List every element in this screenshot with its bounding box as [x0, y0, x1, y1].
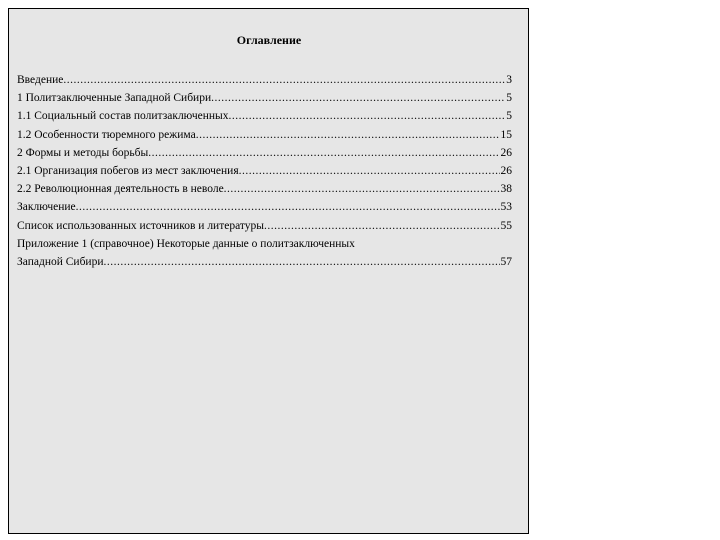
toc-leader-dots [211, 89, 505, 107]
toc-leader-dots [239, 162, 500, 180]
toc-entry [17, 198, 512, 216]
toc-entry-text: 2.1 Организация побегов из мест заключения [17, 164, 239, 177]
toc-entry [17, 217, 512, 235]
toc-appendix-text-cont: Западной Сибири [17, 255, 104, 268]
toc-entry [17, 162, 512, 180]
toc-leader-dots [76, 198, 500, 216]
toc-leader-dots [224, 180, 500, 198]
toc-appendix-line2 [17, 253, 512, 271]
toc-entry [17, 107, 512, 125]
toc-entry-page: 26 [500, 146, 512, 159]
toc-entry-page: 53 [500, 201, 512, 214]
toc-entry-text: Список использованных источников и литературы [17, 219, 265, 232]
toc-entry-text: 1.2 Особенности тюремного режима [17, 128, 196, 141]
toc-leader-dots [148, 144, 499, 162]
document-page [8, 8, 529, 534]
toc-appendix-text: Приложение 1 (справочное) Некоторые данные о политзаключенных [17, 237, 355, 250]
toc-entry-page: 26 [500, 164, 512, 177]
toc-entry-text: Заключение [17, 201, 76, 214]
toc-entry [17, 126, 512, 144]
toc-appendix-line1 [17, 235, 512, 253]
toc-leader-dots [63, 71, 505, 89]
toc-entry-text: 1 Политзаключенные Западной Сибири [17, 92, 212, 105]
toc-entry-text: 2 Формы и методы борьбы [17, 146, 149, 159]
toc-entry-page: 3 [506, 74, 512, 86]
toc-leader-dots [229, 107, 506, 125]
toc-entry-page: 15 [500, 128, 512, 141]
toc-entry-page: 57 [500, 255, 512, 268]
toc-entry [17, 180, 512, 198]
toc-entry-page: 55 [500, 219, 512, 232]
toc-leader-dots [104, 253, 500, 271]
toc-entry-text: Введение [17, 74, 64, 86]
toc-entry-page: 5 [506, 92, 512, 105]
toc-entry-page: 5 [506, 110, 512, 123]
toc-leader-dots [264, 217, 499, 235]
toc-list [17, 71, 512, 271]
toc-entry-text: 1.1 Социальный состав политзаключенных [17, 110, 229, 123]
toc-entry [17, 144, 512, 162]
toc-entry [17, 89, 512, 107]
toc-title: Оглавление [236, 33, 302, 47]
toc-entry [17, 71, 512, 89]
toc-entry-text: 2.2 Революционная деятельность в неволе [17, 183, 224, 196]
toc-leader-dots [196, 126, 500, 144]
toc-entry-page: 38 [500, 183, 512, 196]
